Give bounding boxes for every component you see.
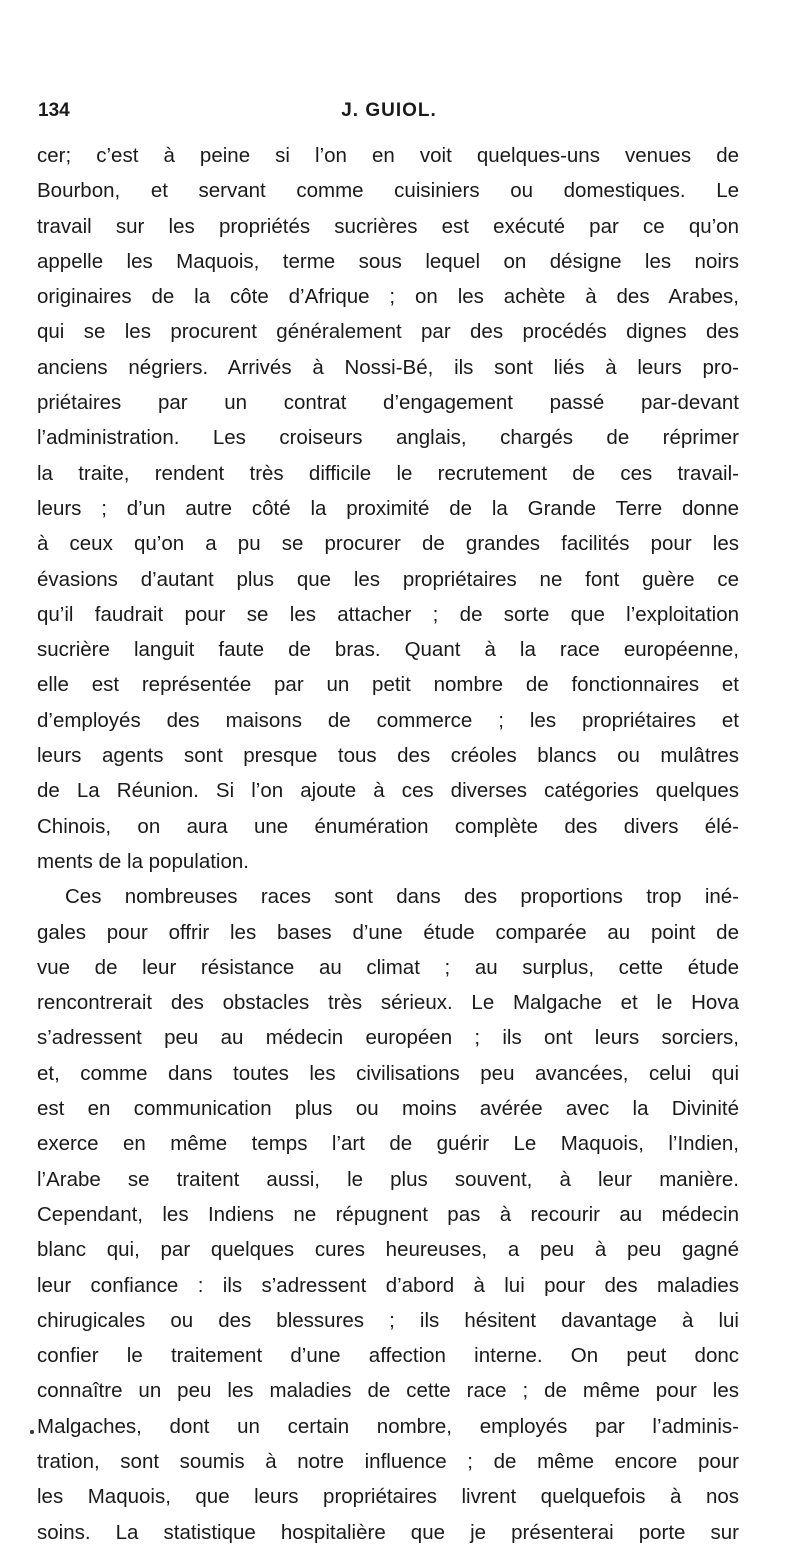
text-line: elle est représentée par un petit nombre de fonctionnaires et bbox=[37, 673, 739, 697]
text-line: rencontrerait des obstacles très sérieux. Le Malgache et le Hova bbox=[37, 991, 739, 1015]
text-line: Bourbon, et servant comme cuisiniers ou domestiques. Le bbox=[37, 179, 739, 203]
text-line: sucrière languit faute de bras. Quant à la race européenne, bbox=[37, 638, 739, 662]
text-line: priétaires par un contrat d’engagement passé par-devant bbox=[37, 391, 739, 415]
text-line: qu’il faudrait pour se les attacher ; de sorte que l’exploitation bbox=[37, 602, 739, 626]
text-line: qui se les procurent généralement par des procédés dignes des bbox=[37, 320, 739, 344]
running-head bbox=[38, 96, 740, 124]
text-line: Cependant, les Indiens ne répugnent pas à recourir au médecin bbox=[37, 1202, 739, 1226]
text-line: travail sur les propriétés sucrières est exécuté par ce qu’on bbox=[37, 214, 739, 238]
text-line: leurs ; d’un autre côté la proximité de la Grande Terre donne bbox=[37, 496, 739, 520]
text-line: évasions d’autant plus que les propriétaires ne font guère ce bbox=[37, 567, 739, 591]
text-line: Malgaches, dont un certain nombre, employés par l’adminis- bbox=[37, 1414, 739, 1438]
body-text bbox=[37, 138, 739, 1550]
paragraph-first-line: Ces nombreuses races sont dans des proportions trop iné- bbox=[65, 885, 739, 909]
text-line: soins. La statistique hospitalière que je présenterai porte sur bbox=[37, 1520, 739, 1544]
text-line: s’adressent peu au médecin européen ; ils ont leurs sorciers, bbox=[37, 1026, 739, 1050]
text-line: vue de leur résistance au climat ; au surplus, cette étude bbox=[37, 955, 739, 979]
text-line: originaires de la côte d’Afrique ; on les achète à des Arabes, bbox=[37, 285, 739, 309]
text-line: est en communication plus ou moins avérée avec la Divinité bbox=[37, 1097, 739, 1121]
page-number: 134 bbox=[38, 100, 70, 121]
paragraph-end-line: ments de la population. bbox=[37, 849, 249, 873]
text-line: Chinois, on aura une énumération complète des divers élé- bbox=[37, 814, 739, 838]
text-line: les Maquois, que leurs propriétaires livrent quelquefois à nos bbox=[37, 1485, 739, 1509]
text-line: chirugicales ou des blessures ; ils hésitent davantage à lui bbox=[37, 1308, 739, 1332]
text-line: leur confiance : ils s’adressent d’abord à lui pour des maladies bbox=[37, 1273, 739, 1297]
ink-speck bbox=[30, 1430, 34, 1434]
text-line: gales pour offrir les bases d’une étude comparée au point de bbox=[37, 920, 739, 944]
running-head-author: J. GUIOL. bbox=[341, 100, 437, 121]
text-line: cer; c’est à peine si l’on en voit quelques-uns venues de bbox=[37, 144, 739, 167]
text-line: et, comme dans toutes les civilisations peu avancées, celui qui bbox=[37, 1061, 739, 1085]
text-line: l’administration. Les croiseurs anglais, chargés de réprimer bbox=[37, 426, 739, 450]
text-line: anciens négriers. Arrivés à Nossi-Bé, ils sont liés à leurs pro- bbox=[37, 355, 739, 379]
text-line: de La Réunion. Si l’on ajoute à ces diverses catégories quelques bbox=[37, 779, 739, 803]
text-line: connaître un peu les maladies de cette race ; de même pour les bbox=[37, 1379, 739, 1403]
text-line: blanc qui, par quelques cures heureuses, a peu à peu gagné bbox=[37, 1238, 739, 1262]
text-line: d’employés des maisons de commerce ; les propriétaires et bbox=[37, 708, 739, 732]
text-line: confier le traitement d’une affection interne. On peut donc bbox=[37, 1344, 739, 1368]
text-line: à ceux qu’on a pu se procurer de grandes facilités pour les bbox=[37, 532, 739, 556]
text-line: leurs agents sont presque tous des créoles blancs ou mulâtres bbox=[37, 744, 739, 768]
text-line: appelle les Maquois, terme sous lequel on désigne les noirs bbox=[37, 249, 739, 273]
text-line: exerce en même temps l’art de guérir Le Maquois, l’Indien, bbox=[37, 1132, 739, 1156]
text-line: tration, sont soumis à notre influence ; de même encore pour bbox=[37, 1449, 739, 1473]
text-line: l’Arabe se traitent aussi, le plus souvent, à leur manière. bbox=[37, 1167, 739, 1191]
text-line: la traite, rendent très difficile le recrutement de ces travail- bbox=[37, 461, 739, 485]
